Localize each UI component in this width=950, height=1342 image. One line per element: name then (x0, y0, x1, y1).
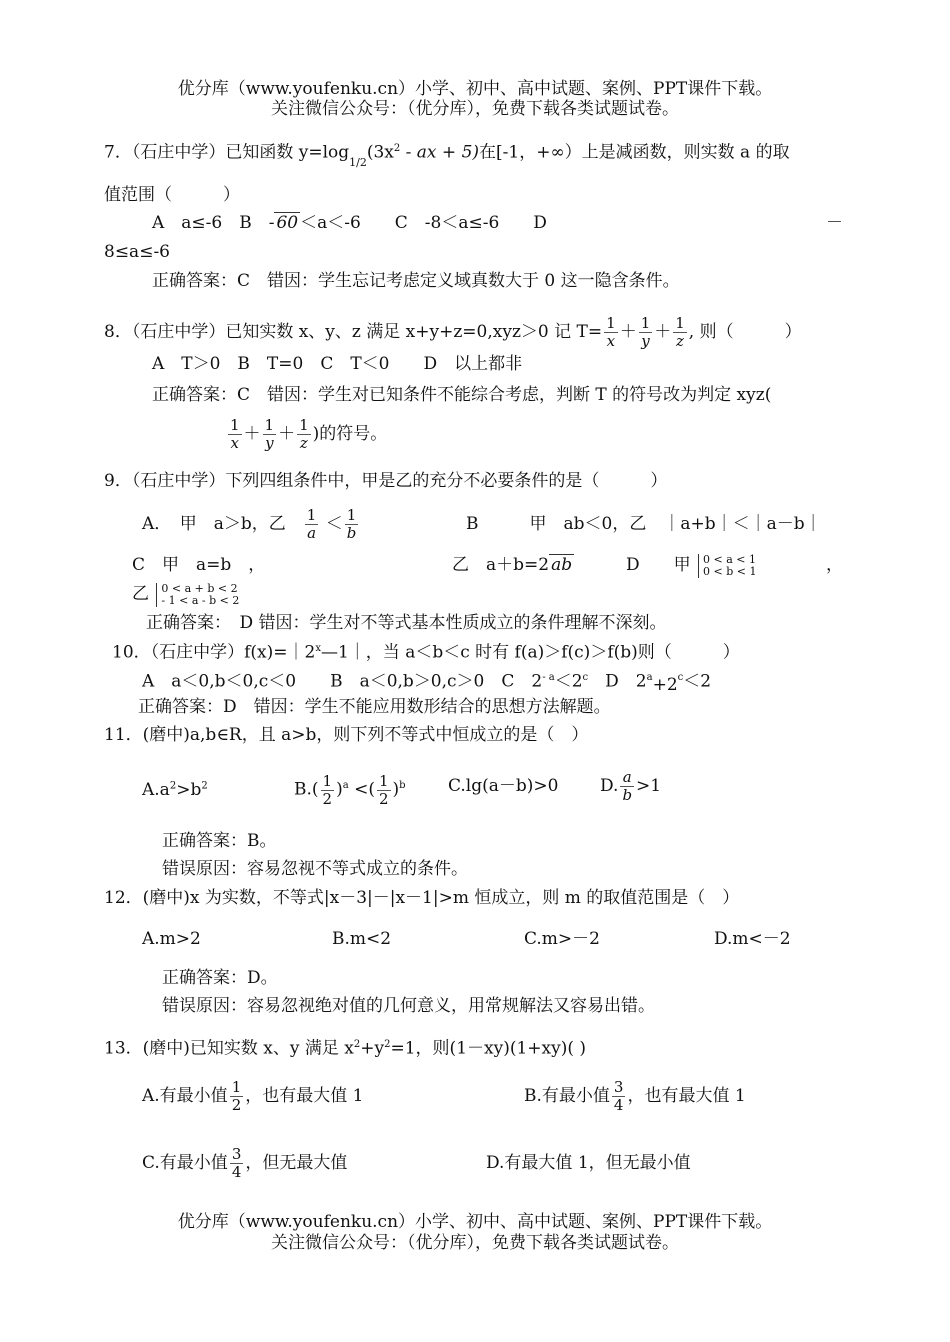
log-base: 1/2 (349, 155, 367, 169)
option-a: $A.a^2>b^2$ (142, 779, 208, 800)
question-12-stem: 12．(磨中)x 为实数，不等式|x－3|－|x－1|>m 恒成立，则 m 的取值范围是（ ） (104, 888, 740, 908)
question-7-options: A a≤-6 B - 60 ＜a＜-6 C -8＜a≤-6 D (152, 213, 547, 233)
question-10-stem: 10．（石庄中学）$f(x)=|2^x—1|$，当 a＜b＜c 时有 f(a)＞f(c)＞f(b)则（ ） (112, 642, 740, 663)
fraction-1-over-x: $\frac{1}{x}$ (606, 314, 616, 350)
question-7-stem-cont: 值范围（ ） (104, 185, 240, 205)
question-11-options (142, 764, 208, 812)
question-7-stem: 7．（石庄中学）已知函数 $y=\log_{1/2}(3x^2$ - ax + 5)在[-1，+∞）上是减函数，则实数 a 的取 (104, 142, 790, 169)
question-12-option-d: D.m<－2 (714, 929, 791, 949)
question-8-options: A T＞0 B T=0 C T＜0 D 以上都非 (152, 354, 523, 374)
question-13-option-a: A.有最小值 $\frac{1}{2}$ ，也有最大值 1 (142, 1078, 364, 1114)
system-d: 0 < a < 1 0 < b < 1 (698, 554, 756, 578)
question-9-stem: 9．（石庄中学）下列四组条件中，甲是乙的充分不必要条件的是（ ） (104, 471, 668, 491)
question-11-option-c: C.lg(a－b)>0 (448, 776, 559, 796)
fraction-1-over-z: $\frac{1}{z}$ (299, 416, 309, 452)
system-e: 0 < a + b < 2 - 1 < a - b < 2 (156, 583, 239, 607)
fraction-one-half: $\frac{1}{2}$ (322, 771, 333, 808)
fraction-three-quarters: $\frac{3}{4}$ (613, 1078, 624, 1114)
question-13-option-c: C.有最小值 $\frac{3}{4}$ ，但无最大值 (142, 1145, 348, 1181)
footer-line-1: 优分库（www.youfenku.cn）小学、初中、高中试题、案例、PPT课件下载。 (177, 1212, 773, 1232)
question-9-comma: ， (826, 555, 843, 575)
fraction-one-half: $\frac{1}{2}$ (378, 771, 389, 808)
sqrt-ab: ab (551, 555, 573, 575)
question-9-answer: 正确答案： D 错因：学生对不等式基本性质成立的条件理解不深刻。 (146, 613, 667, 633)
sqrt-60: 60 (276, 213, 299, 233)
fraction-1-over-x: $\frac{1}{x}$ (230, 416, 240, 452)
question-13-stem: 13．(磨中)已知实数 x、y 满足 $x^2+y^2=1$，则(1－xy)(1+xy)( ) (104, 1038, 587, 1059)
fraction-three-quarters: $\frac{3}{4}$ (231, 1145, 242, 1181)
question-11-option-b: B.( $\frac{1}{2}$ )$^a$ <( $\frac{1}{2}$ )$^b$ (294, 771, 406, 808)
question-9-option-b: B 甲 ab＜0，乙 ｜a+b｜＜｜a－b｜ (466, 514, 822, 534)
question-9-option-c: C 甲 a=b ， (132, 555, 266, 575)
fraction-one-half: $\frac{1}{2}$ (231, 1078, 242, 1114)
header-line-2: 关注微信公众号：（优分库），免费下载各类试题试卷。 (271, 99, 679, 119)
question-7-option-d: 8≤a≤-6 (104, 242, 170, 262)
fraction-1-over-y: $\frac{1}{y}$ (264, 416, 275, 452)
question-8-stem: 8．（石庄中学）已知实数 x、y、z 满足 x+y+z=0,xyz＞0 记 T= $\frac{1}{x}$ ＋ $\frac{1}{y}$ ＋ $\frac{1}{z}$ , 则（ ） (104, 314, 802, 350)
fraction-1-over-z: $\frac{1}{z}$ (675, 314, 685, 350)
question-10-answer: 正确答案：D 错因：学生不能应用数形结合的思想方法解题。 (138, 697, 611, 717)
question-12-reason: 错误原因：容易忽视绝对值的几何意义，用常规解法又容易出错。 (162, 996, 655, 1016)
question-9-option-d: D 甲 0 < a < 1 0 < b < 1 (626, 552, 757, 578)
question-12-answer: 正确答案：D。 (162, 968, 278, 988)
question-12-option-a: A.m>2 (142, 929, 201, 949)
fraction-a-over-b: $\frac{a}{b}$ (622, 768, 633, 804)
question-11-stem: 11．(磨中)a,b∈R，且 a>b，则下列不等式中恒成立的是（ ） (104, 725, 589, 745)
question-8-answer: 正确答案：C 错因：学生对已知条件不能综合考虑，判断 T 的符号改为判定 xyz( (152, 385, 772, 405)
fraction-1-over-b: $\frac{1}{b}$ (346, 506, 357, 542)
question-9-option-c-yi: 乙 a＋b=2 ab (452, 555, 573, 575)
fraction-1-over-y: $\frac{1}{y}$ (640, 314, 651, 350)
question-13-option-b: B.有最小值 $\frac{3}{4}$ ，也有最大值 1 (524, 1078, 746, 1114)
question-11-answer: 正确答案：B。 (162, 831, 277, 851)
question-10-options: A a＜0,b＜0,c＜0 B a＜0,b＞0,c＞0 C $2^{- a}<2^c$ D $2^a+2^c<2$ (142, 671, 712, 695)
question-12-option-b: B.m<2 (332, 929, 392, 949)
question-9-option-a: A． 甲 a＞b，乙 $\frac{1}{a}$ ＜ $\frac{1}{b}$ (142, 506, 357, 542)
fraction-1-over-a: $\frac{1}{a}$ (306, 506, 317, 542)
question-7-answer: 正确答案：C 错因：学生忘记考虑定义域真数大于 0 这一隐含条件。 (152, 271, 680, 291)
header-line-1: 优分库（www.youfenku.cn）小学、初中、高中试题、案例、PPT课件下载。 (177, 79, 773, 99)
question-12-option-c: C.m>－2 (524, 929, 600, 949)
question-7-option-d-dash: － (826, 213, 843, 233)
question-11-option-d: D. $\frac{a}{b}$ >1 (600, 768, 662, 804)
question-11-reason: 错误原因：容易忽视不等式成立的条件。 (162, 859, 468, 879)
footer-line-2: 关注微信公众号：（优分库），免费下载各类试题试卷。 (271, 1233, 679, 1253)
question-9-option-d-yi: 乙 0 < a + b < 2 - 1 < a - b < 2 (132, 581, 240, 607)
question-8-answer-cont: $\frac{1}{x}$ ＋ $\frac{1}{y}$ ＋ $\frac{1}{z}$ )的符号。 (230, 416, 388, 452)
question-13-option-d: D.有最大值 1，但无最小值 (486, 1153, 691, 1173)
